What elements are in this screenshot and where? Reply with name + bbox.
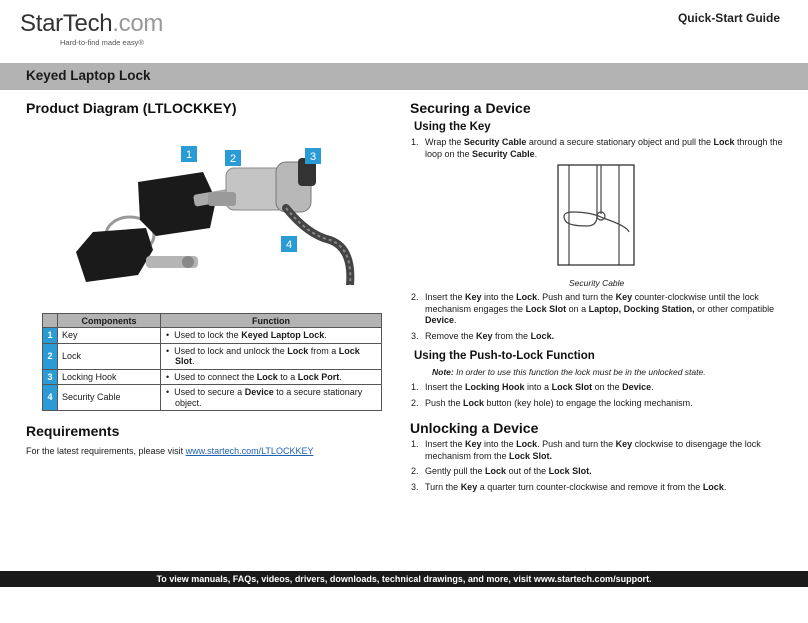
row-number: 4: [43, 385, 58, 411]
requirements-link[interactable]: www.startech.com/LTLOCKKEY: [185, 446, 314, 456]
list-item: 2. Insert the Key into the Lock. Push and turn the Key counter-clockwise until the lock mechanism engages the Lock Slot on a Laptop, Docking Station, or other compatible Device.: [411, 292, 775, 325]
unlocking-steps: [411, 439, 791, 497]
callout-2-label: 2: [229, 153, 237, 165]
component-name: Key: [58, 328, 161, 344]
component-name: Lock: [58, 343, 161, 369]
header-components: Components: [58, 314, 161, 328]
title-bar: [0, 63, 808, 90]
unlocking-title: Unlocking a Device: [410, 420, 539, 436]
brand-wordmark: [20, 11, 163, 37]
list-item: 2. Gently pull the Lock out of the Lock Slot.: [411, 466, 592, 476]
page-title: Keyed Laptop Lock: [26, 68, 151, 83]
component-name: Security Cable: [58, 385, 161, 411]
component-function: • Used to lock the Keyed Laptop Lock.: [161, 328, 382, 344]
component-function: • Used to secure a Device to a secure stationary object.: [161, 385, 382, 411]
doc-type-label: Quick-Start Guide: [677, 11, 780, 25]
table-header-blank: [43, 314, 58, 328]
table-row: [43, 343, 382, 369]
list-item: 3. Turn the Key a quarter turn counter-clockwise and remove it from the Lock.: [411, 481, 727, 492]
security-cable-figure: [557, 164, 635, 266]
list-item: 1. Insert the Key into the Lock. Push and turn the Key clockwise to disengage the lock mechanism from the Lock Slot.: [411, 439, 761, 461]
using-key-title: Using the Key: [414, 121, 491, 133]
header-function: Function: [161, 314, 382, 328]
row-number: 2: [43, 343, 58, 369]
callout-3-label: 3: [309, 151, 317, 163]
product-diagram: [68, 140, 368, 285]
push-to-lock-note: Note: In order to use this function the lock must be in the unlocked state.: [432, 367, 706, 377]
requirements-text: For the latest requirements, please visit www.startech.com/LTLOCKKEY: [26, 446, 314, 456]
lock-illustration: [68, 140, 368, 285]
brand-suffix: .com: [112, 10, 164, 37]
using-key-steps-continued: [411, 292, 791, 346]
list-item: 3. Remove the Key from the Lock.: [411, 330, 555, 341]
row-number: 1: [43, 328, 58, 344]
row-number: 3: [43, 369, 58, 385]
product-diagram-title: Product Diagram (LTLOCKKEY): [26, 100, 237, 116]
brand-tagline: Hard-to-find made easy®: [60, 38, 144, 47]
brand-name: StarTech: [20, 10, 113, 37]
list-item: 1. Insert the Locking Hook into a Lock Slot on the Device.: [411, 382, 654, 392]
requirements-title: Requirements: [26, 423, 120, 439]
footer-bar: To view manuals, FAQs, videos, drivers, downloads, technical drawings, and more, visit www.startech.com/support.: [0, 571, 808, 587]
component-function: • Used to lock and unlock the Lock from a Lock Slot.: [161, 343, 382, 369]
push-to-lock-title: Using the Push-to-Lock Function: [414, 350, 595, 362]
callout-1-label: 1: [185, 149, 193, 161]
using-key-steps: [411, 137, 791, 164]
table-header-row: [43, 314, 382, 328]
components-table: [42, 313, 382, 411]
securing-title: Securing a Device: [410, 100, 531, 116]
brand-logo: [20, 11, 163, 47]
table-row: [43, 369, 382, 385]
figure-caption: Security Cable: [569, 278, 625, 288]
table-row: [43, 385, 382, 411]
table-row: [43, 328, 382, 344]
component-function: • Used to connect the Lock to a Lock Port.: [161, 369, 382, 385]
list-item: 1. Wrap the Security Cable around a secure stationary object and pull the Lock through the loop on the Security Cable.: [411, 137, 783, 159]
component-name: Locking Hook: [58, 369, 161, 385]
push-to-lock-steps: [411, 382, 791, 413]
callout-4-label: 4: [285, 239, 293, 251]
list-item: 2. Push the Lock button (key hole) to engage the locking mechanism.: [411, 397, 693, 408]
